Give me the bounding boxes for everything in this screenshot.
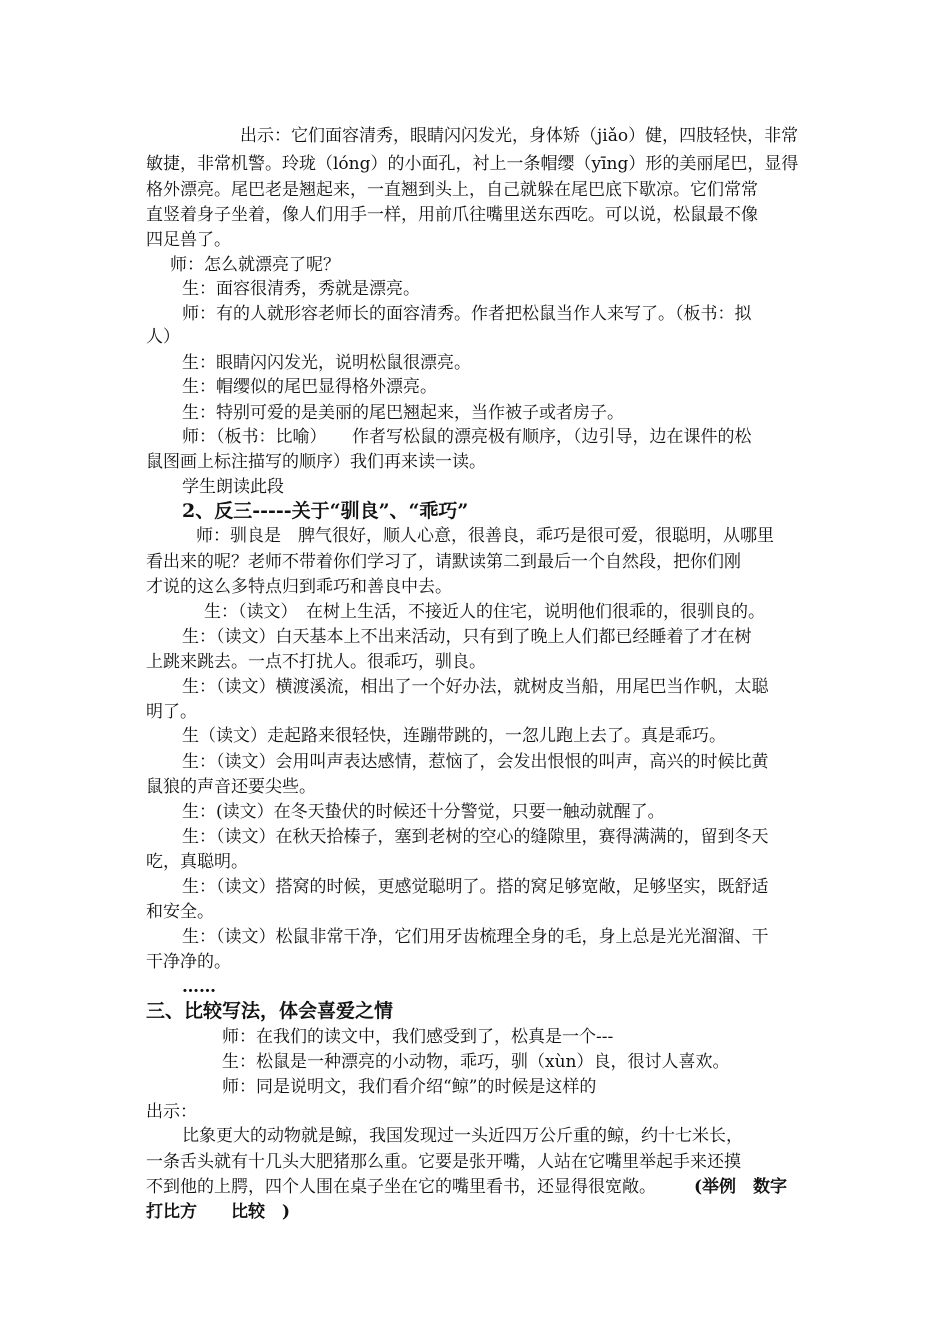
dialogue-line: 干净净的。: [146, 952, 231, 972]
dialogue-line: 生：（读文）在秋天拾榛子，塞到老树的空心的缝隙里，赛得满满的，留到冬天: [182, 827, 769, 847]
dialogue-line: 鼠图画上标注描写的顺序）我们再来读一读。: [146, 452, 486, 472]
dialogue-line: 生：（读文）会用叫声表达感情，惹恼了，会发出恨恨的叫声，高兴的时候比黄: [182, 752, 769, 772]
dialogue-line: 生：（读文） 在树上生活，不接近人的住宅，说明他们很乖的，很驯良的。: [204, 602, 765, 622]
annotation-note: 打比方 比较 ): [146, 1202, 291, 1222]
dialogue-line: 学生朗读此段: [182, 477, 284, 497]
quote-line: 一条舌头就有十几头大肥猪那么重。它要是张开嘴，人站在它嘴里举起手来还摸: [146, 1152, 741, 1172]
ellipsis: ……: [182, 977, 216, 997]
dialogue-line: 生：（读文）搭窝的时候，更感觉聪明了。搭的窝足够宽敞，足够坚实，既舒适: [182, 877, 769, 897]
dialogue-line: 鼠狼的声音还要尖些。: [146, 777, 316, 797]
quote-line-5: 四足兽了。: [146, 230, 231, 250]
quote-line: 不到他的上腭，四个人围在桌子坐在它的嘴里看书，还显得很宽敞。: [146, 1177, 656, 1197]
annotation-note: (举例 数字: [694, 1177, 788, 1197]
dialogue-line: 上跳来跳去。一点不打扰人。很乖巧，驯良。: [146, 652, 486, 672]
dialogue-line: 生：（读文）横渡溪流，相出了一个好办法，就树皮当船，用尾巴当作帆，太聪: [182, 677, 769, 697]
quote-line-3: 格外漂亮。尾巴老是翘起来，一直翘到头上，自己就躲在尾巴底下歇凉。它们常常: [146, 180, 758, 200]
dialogue-line: 生：（读文）白天基本上不出来活动，只有到了晚上人们都已经睡着了才在树: [182, 627, 752, 647]
dialogue-line: 师：（板书：比喻） 作者写松鼠的漂亮极有顺序，（边引导，边在课件的松: [182, 427, 752, 447]
dialogue-line: 才说的这么多特点归到乖巧和善良中去。: [146, 577, 452, 597]
dialogue-line: 生（读文）走起路来很轻快，连蹦带跳的，一忽儿跑上去了。真是乖巧。: [182, 726, 726, 746]
dialogue-line: 人）: [146, 327, 180, 347]
dialogue-line: 生：(读文）在冬天蛰伏的时候还十分警觉，只要一触动就醒了。: [182, 802, 665, 822]
dialogue-line: 师：怎么就漂亮了呢？: [170, 255, 340, 275]
dialogue-line: 出示：: [146, 1102, 197, 1122]
quote-line-1: 出示：它们面容清秀，眼睛闪闪发光，身体矫（jiǎo）健，四肢轻快，非常: [240, 126, 799, 146]
dialogue-line: 看出来的呢？老师不带着你们学习了，请默读第二到最后一个自然段，把你们刚: [146, 552, 741, 572]
dialogue-line: 和安全。: [146, 902, 214, 922]
quote-line: 比象更大的动物就是鲸，我国发现过一头近四万公斤重的鲸，约十七米长，: [182, 1126, 743, 1146]
quote-line-2: 敏捷，非常机警。玲珑（lóng）的小面孔，衬上一条帽缨（yīng）形的美丽尾巴，显得: [146, 154, 799, 174]
dialogue-line: 师：同是说明文，我们看介绍“鲸”的时候是这样的: [222, 1077, 597, 1097]
dialogue-line: 生：特别可爱的是美丽的尾巴翘起来，当作被子或者房子。: [182, 403, 624, 423]
section-heading: 三、比较写法，体会喜爱之情: [146, 1000, 394, 1022]
quote-line-4: 直竖着身子坐着，像人们用手一样，用前爪往嘴里送东西吃。可以说，松鼠最不像: [146, 205, 758, 225]
section-heading: 2、反三-----关于“驯良”、“乖巧”: [182, 500, 469, 522]
dialogue-line: 生：（读文）松鼠非常干净，它们用牙齿梳理全身的毛，身上总是光光溜溜、干: [182, 927, 769, 947]
dialogue-line: 生：帽缨似的尾巴显得格外漂亮。: [182, 377, 437, 397]
dialogue-line: 吃，真聪明。: [146, 852, 248, 872]
dialogue-line: 师：有的人就形容老师长的面容清秀。作者把松鼠当作人来写了。（板书：拟: [182, 304, 752, 324]
dialogue-line: 生：眼睛闪闪发光，说明松鼠很漂亮。: [182, 353, 471, 373]
dialogue-line: 明了。: [146, 702, 197, 722]
dialogue-line: 师：驯良是 脾气很好，顺人心意，很善良，乖巧是很可爱，很聪明，从哪里: [196, 526, 774, 546]
dialogue-line: 师：在我们的读文中，我们感受到了，松真是一个---: [222, 1027, 614, 1047]
dialogue-line: 生：面容很清秀，秀就是漂亮。: [182, 279, 420, 299]
dialogue-line: 生：松鼠是一种漂亮的小动物，乖巧，驯（xùn）良，很讨人喜欢。: [222, 1052, 730, 1072]
